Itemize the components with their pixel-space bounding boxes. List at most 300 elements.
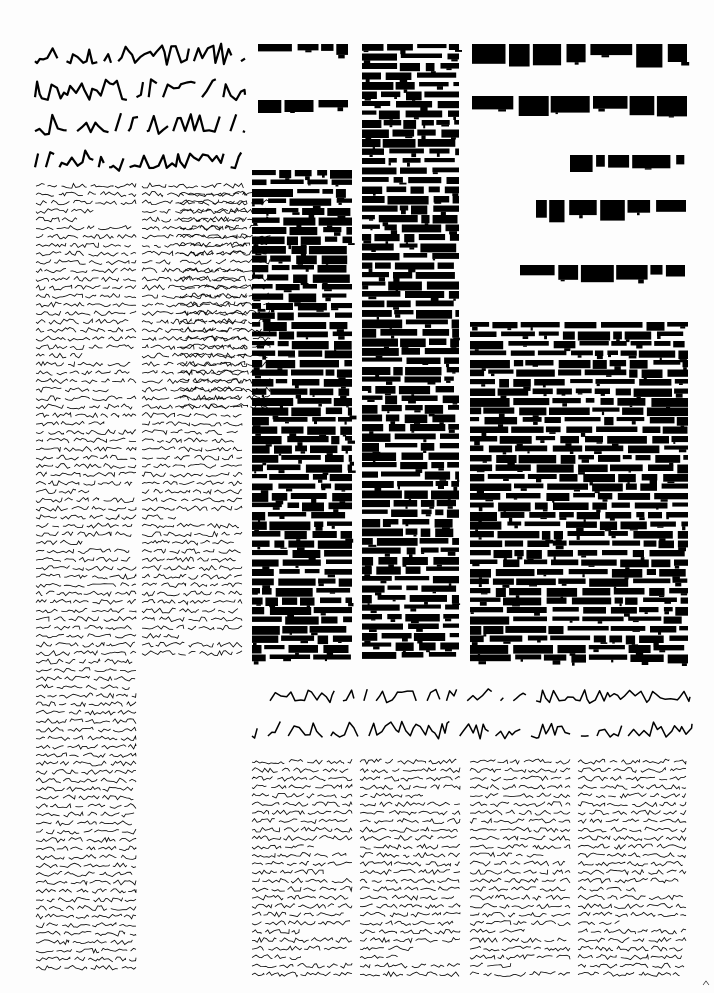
asemic-text-line [142, 515, 176, 519]
asemic-text-line [252, 946, 347, 951]
ink-block [592, 503, 607, 510]
ink-block [336, 185, 339, 187]
ink-block [362, 643, 391, 647]
ink-block [549, 200, 564, 222]
ink-block [324, 550, 352, 557]
ink-block [444, 358, 459, 364]
asemic-text-line [360, 912, 460, 917]
ink-block [616, 389, 631, 396]
ink-block [519, 96, 549, 116]
asemic-text-line [36, 353, 82, 358]
ink-block [629, 645, 651, 653]
ink-block [625, 332, 652, 340]
ink-block [402, 348, 421, 355]
ink-block [639, 636, 664, 644]
ink-block [281, 427, 303, 434]
asemic-text-line [142, 506, 242, 511]
asemic-text-line [36, 583, 136, 588]
ink-block [293, 550, 321, 558]
ink-block [333, 332, 352, 337]
ink-block [450, 633, 459, 637]
ink-block [377, 317, 379, 320]
asemic-text-line [142, 600, 242, 605]
ink-block [470, 360, 510, 368]
ink-block [633, 579, 670, 584]
ink-block [524, 560, 547, 565]
ink-block [317, 170, 327, 176]
ink-block [274, 541, 284, 548]
ink-block [386, 382, 392, 385]
asemic-text-line [470, 878, 570, 883]
ink-block [645, 168, 652, 169]
ink-block [546, 493, 569, 501]
asemic-text-line [36, 345, 134, 350]
ink-block [298, 460, 302, 464]
ink-block [252, 189, 293, 197]
ink-block [374, 234, 399, 241]
ink-block [559, 474, 577, 482]
ink-block [310, 446, 337, 454]
ink-block [322, 176, 325, 178]
asemic-text-line [36, 659, 132, 664]
ink-block [335, 484, 352, 491]
ink-block [490, 636, 523, 642]
asemic-text-line [360, 963, 460, 968]
asemic-text-line [36, 685, 129, 690]
ink-block [313, 395, 315, 397]
asemic-text-line [578, 793, 686, 798]
asemic-text-line [36, 838, 136, 843]
ink-block [520, 265, 555, 275]
ink-block [582, 574, 584, 577]
ink-block [440, 434, 459, 439]
asemic-text-line [252, 819, 347, 824]
ink-block [326, 408, 342, 415]
asemic-text-line [36, 957, 136, 962]
ink-block [659, 596, 664, 597]
ink-block [267, 465, 301, 471]
ink-block [553, 541, 567, 546]
asemic-text-line [252, 870, 323, 875]
ink-block [362, 624, 403, 630]
asemic-text-line [252, 972, 352, 977]
ink-block [470, 474, 484, 481]
ink-block [455, 472, 459, 480]
ink-block [297, 398, 331, 404]
ink-block [292, 246, 307, 254]
asemic-text-line [36, 413, 136, 418]
ink-block [480, 602, 487, 606]
ink-block [331, 436, 339, 444]
ink-block [423, 451, 426, 453]
ink-block [562, 584, 567, 586]
ink-block [410, 424, 445, 431]
asemic-text-line [36, 821, 132, 826]
ink-block [441, 125, 449, 127]
ink-block [267, 275, 288, 281]
ink-block [252, 341, 274, 345]
ink-block [421, 529, 431, 537]
ink-block [453, 82, 459, 86]
ink-block [521, 488, 527, 491]
ink-block [470, 389, 495, 397]
ink-block [269, 522, 310, 531]
ink-block [252, 636, 278, 643]
ink-block [446, 381, 450, 383]
ink-block [446, 225, 460, 232]
asemic-text-line [470, 972, 570, 977]
ink-block [630, 655, 663, 663]
ink-block [568, 531, 605, 536]
asemic-text-line [142, 455, 242, 460]
asemic-text-line [36, 829, 136, 834]
ink-block [440, 443, 459, 448]
ink-block [252, 389, 266, 395]
ink-block [393, 272, 412, 279]
ink-block [277, 313, 293, 321]
ink-block [470, 569, 491, 578]
ink-block [639, 351, 675, 358]
ink-block [408, 401, 416, 404]
ink-block [448, 54, 460, 60]
ink-block [569, 569, 608, 574]
ink-block [606, 375, 611, 377]
page-mark [703, 981, 709, 985]
ink-block [531, 327, 533, 330]
ink-block [517, 556, 522, 559]
ink-block [252, 237, 285, 245]
ink-block [494, 550, 513, 558]
ink-block [601, 642, 608, 644]
ink-block [362, 443, 379, 452]
ink-block [436, 386, 454, 392]
ink-block [279, 517, 284, 520]
ink-block [252, 170, 276, 175]
ink-block [362, 44, 384, 51]
ink-block [542, 531, 551, 540]
ink-block [450, 339, 459, 348]
ink-block [362, 434, 391, 442]
black-block-field [252, 44, 689, 666]
ink-block [362, 206, 398, 212]
asemic-text-line [360, 861, 460, 866]
asemic-text-line [36, 319, 128, 324]
ink-block [334, 341, 352, 350]
ink-block [592, 408, 619, 412]
ink-block [400, 63, 420, 71]
ink-block [285, 531, 307, 539]
ink-block [678, 351, 688, 360]
ink-block [657, 527, 663, 528]
asemic-text-line [578, 819, 686, 823]
ink-block [679, 626, 688, 630]
ink-block [362, 225, 380, 229]
ink-block [300, 598, 315, 606]
asemic-text-line [142, 447, 242, 452]
ink-block [400, 206, 408, 211]
ink-block [301, 641, 309, 643]
asemic-text-line [180, 336, 270, 341]
ink-block [525, 522, 561, 527]
ink-block [630, 360, 648, 369]
ink-block [261, 490, 269, 493]
ink-block [362, 168, 397, 175]
ink-block [565, 417, 601, 421]
ink-block [479, 584, 482, 587]
ink-block [252, 199, 264, 205]
ink-block [453, 403, 458, 405]
asemic-text-line [578, 904, 686, 909]
ink-block [533, 44, 561, 65]
asemic-text-line [36, 396, 136, 401]
ink-block [470, 465, 492, 472]
asemic-text-line [142, 634, 179, 639]
ink-block [408, 270, 415, 273]
ink-block [521, 659, 523, 661]
ink-block [601, 394, 605, 396]
ink-block [481, 384, 485, 386]
ink-block [589, 566, 595, 567]
ink-block [424, 158, 454, 162]
ink-block [274, 446, 292, 454]
ink-block [411, 153, 416, 157]
asemic-text-line [142, 532, 242, 537]
asemic-text-line [360, 921, 453, 926]
ink-block [406, 529, 418, 535]
asemic-text-line [142, 294, 247, 299]
ink-block [571, 655, 586, 663]
asemic-text-line [142, 574, 242, 579]
ink-block [282, 626, 307, 634]
ink-block [659, 569, 686, 577]
ink-block [373, 647, 379, 650]
ink-block [632, 155, 670, 168]
ink-block [362, 177, 389, 182]
ink-block [426, 63, 435, 71]
ink-block [455, 50, 462, 52]
ink-block [281, 455, 321, 460]
ink-block [344, 360, 352, 366]
ink-block [385, 443, 417, 447]
ink-block [340, 396, 346, 399]
ink-block [252, 569, 274, 576]
asemic-text-line [252, 904, 352, 909]
ink-block [433, 592, 436, 594]
ink-block [498, 109, 506, 111]
ink-block [318, 404, 322, 407]
ink-block [423, 126, 425, 129]
ink-block [496, 465, 531, 471]
ink-block [498, 531, 540, 538]
ink-block [311, 512, 345, 518]
ink-block [534, 379, 565, 386]
ink-block [362, 63, 397, 69]
ink-block [612, 536, 616, 538]
ink-block [568, 626, 609, 631]
asemic-text-line [36, 710, 136, 715]
ink-block [470, 322, 489, 327]
ink-block [423, 329, 450, 336]
ink-block [620, 604, 622, 607]
ink-block [387, 411, 389, 413]
ink-block [445, 650, 452, 652]
ink-block [677, 465, 688, 474]
ink-block [324, 379, 352, 387]
ink-block [454, 120, 459, 125]
ink-block [503, 642, 510, 644]
ink-block [396, 82, 415, 90]
ink-block [295, 386, 299, 389]
ink-block [325, 298, 330, 302]
ink-block [368, 391, 372, 393]
ink-block [443, 624, 459, 628]
ink-block [625, 598, 637, 605]
ink-block [664, 617, 682, 624]
ink-block [470, 541, 502, 548]
ink-block [362, 576, 392, 581]
asemic-text-line [36, 753, 136, 758]
ink-block [567, 44, 586, 62]
ink-block [629, 370, 637, 378]
ink-block [396, 643, 414, 651]
ink-block [362, 367, 390, 375]
ink-block [327, 522, 352, 526]
ink-block [668, 44, 687, 62]
ink-block [408, 624, 439, 630]
ink-block [252, 427, 277, 434]
ink-block [310, 389, 334, 396]
asemic-text-line [142, 540, 234, 545]
ink-block [546, 427, 561, 433]
ink-block [453, 117, 456, 120]
ink-block [362, 82, 393, 90]
ink-block [578, 393, 583, 394]
asemic-text-line [36, 387, 109, 392]
ink-block [679, 384, 683, 385]
ink-block [342, 446, 352, 452]
ink-block [571, 351, 593, 356]
ink-block [577, 536, 580, 540]
asemic-text-line [360, 972, 459, 977]
ink-block [252, 256, 267, 263]
ink-block [470, 417, 479, 421]
asemic-text-line [36, 804, 136, 809]
asemic-text-line [36, 523, 132, 528]
ink-block [362, 633, 377, 641]
ink-block [334, 232, 341, 236]
ink-block [325, 351, 352, 359]
ink-block [644, 541, 657, 547]
ink-block [570, 155, 593, 172]
ink-block [655, 455, 680, 463]
ink-block [608, 355, 611, 357]
asemic-text-line [142, 557, 236, 562]
ink-block [633, 531, 672, 539]
asemic-text-line [36, 931, 136, 936]
ink-block [631, 341, 652, 346]
ink-block [420, 538, 449, 544]
ink-block [346, 598, 353, 604]
ink-block [394, 500, 418, 507]
ink-block [639, 379, 671, 386]
ink-block [550, 636, 590, 641]
ink-block [493, 579, 514, 585]
ink-block [470, 598, 501, 602]
asemic-text-line [36, 778, 136, 783]
ink-block [395, 434, 436, 440]
ink-block [419, 234, 445, 240]
ink-block [514, 360, 523, 366]
ink-block [594, 636, 606, 643]
ink-block [632, 421, 636, 424]
ink-block [362, 472, 378, 478]
ink-block [252, 531, 280, 537]
ink-block [479, 537, 482, 539]
asemic-text-line [578, 921, 619, 925]
asemic-text-line [36, 260, 136, 265]
asemic-text-line [36, 965, 136, 970]
asemic-text-line [578, 878, 678, 883]
ink-block [651, 398, 688, 407]
ink-block [309, 246, 347, 254]
ink-block [362, 234, 371, 241]
asemic-text-line [252, 759, 352, 764]
asemic-text-line [470, 929, 524, 933]
ink-block [501, 512, 525, 518]
ink-block [657, 332, 683, 337]
ink-block [252, 598, 263, 605]
ink-block [609, 636, 622, 643]
ink-block [433, 172, 438, 174]
ink-block [305, 50, 311, 52]
ink-block [666, 512, 688, 518]
asemic-text-line [360, 955, 398, 959]
ink-block [448, 424, 459, 430]
ink-block [296, 256, 317, 265]
ink-block [287, 436, 328, 442]
asemic-headline-stroke [252, 721, 692, 738]
asemic-text-line [252, 802, 352, 806]
ink-block [432, 168, 459, 173]
ink-block [559, 512, 574, 517]
ink-block [562, 395, 566, 396]
ink-block [621, 351, 637, 356]
ink-block [683, 367, 687, 369]
ink-block [537, 641, 541, 643]
ink-block [385, 225, 397, 231]
asemic-text-line [36, 311, 136, 316]
ink-block [574, 490, 580, 492]
ink-block [547, 588, 577, 597]
ink-block [648, 512, 662, 518]
ink-block [386, 73, 412, 81]
ink-block [406, 320, 448, 325]
ink-block [612, 569, 642, 578]
ink-block [289, 294, 317, 303]
ink-block [653, 360, 680, 365]
ink-block [674, 560, 688, 566]
ink-block [325, 237, 337, 242]
ink-block [252, 218, 280, 223]
ink-block [326, 560, 352, 565]
ink-block [470, 588, 490, 593]
ink-block [552, 617, 579, 621]
ink-block [433, 576, 459, 583]
ink-block [400, 339, 426, 348]
ink-block [617, 398, 645, 406]
ink-block [252, 360, 262, 367]
ink-block [677, 417, 688, 426]
